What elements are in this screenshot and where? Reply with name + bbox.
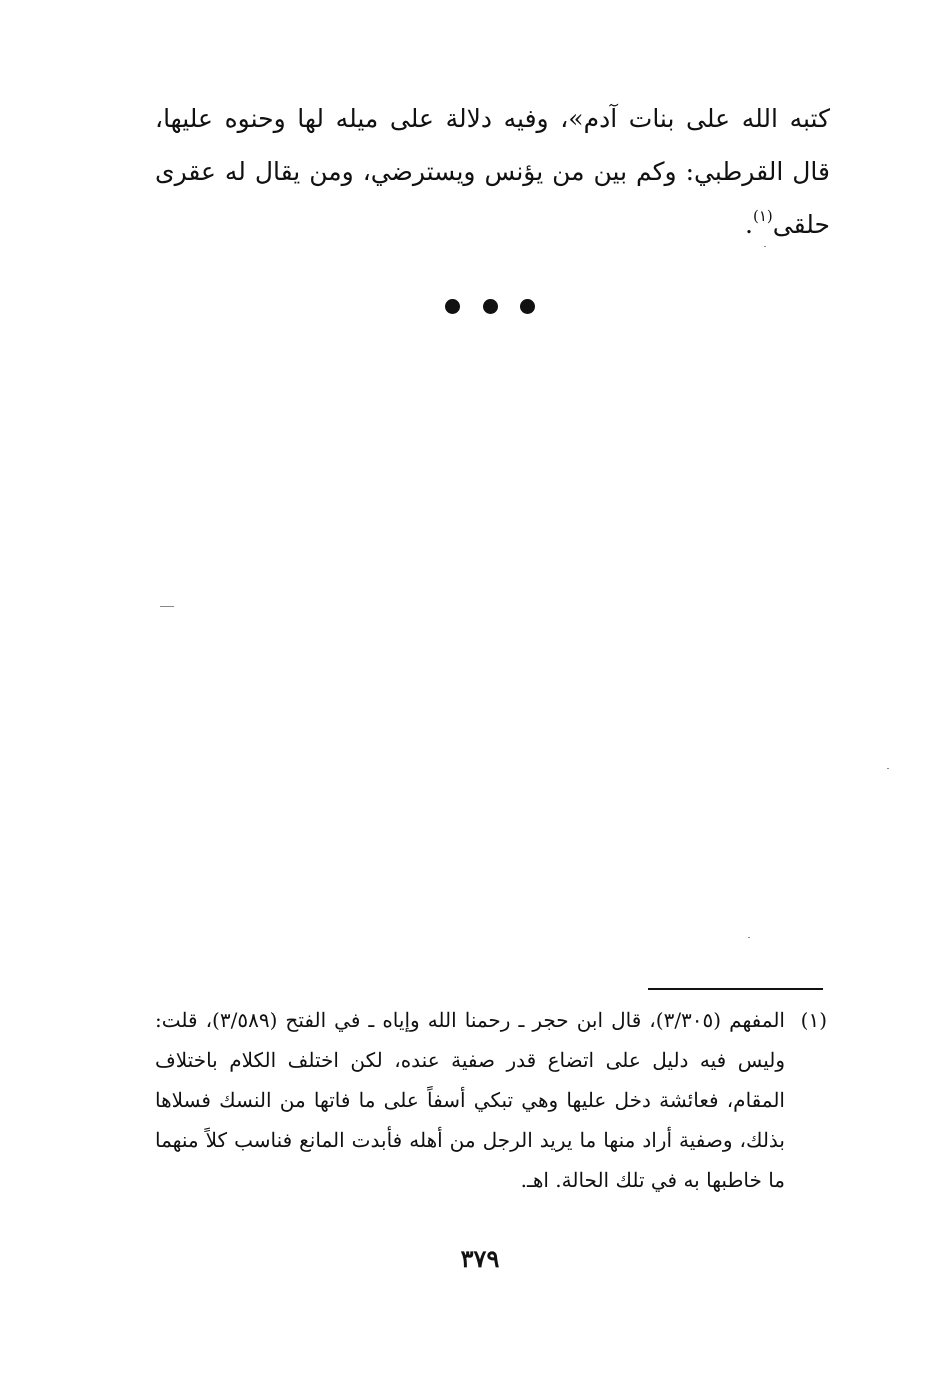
footnote-reference: (١) — [753, 207, 773, 225]
page-number: ٣٧٩ — [460, 1244, 500, 1273]
main-text-end-punctuation: . — [745, 210, 753, 239]
separator-dot — [483, 299, 498, 314]
section-separator — [445, 299, 535, 314]
separator-dot — [520, 299, 535, 314]
separator-dot — [445, 299, 460, 314]
main-paragraph-text — [155, 92, 830, 251]
scan-speck — [748, 937, 750, 938]
scan-speck — [160, 606, 174, 607]
footnote-divider — [648, 988, 823, 990]
footnote-item — [155, 1000, 827, 1200]
main-text: كتبه الله على بنات آدم»، وفيه دلالة على ميله لها وحنوه عليها، قال القرطبي: وكم بين من يؤنس ويسترضي، ومن يقال له عقرى حلقى — [155, 104, 830, 239]
main-paragraph — [155, 92, 830, 251]
footnotes — [155, 1000, 827, 1200]
footnote-marker: (١) — [800, 1008, 827, 1032]
scan-speck — [887, 768, 889, 769]
scan-speck — [764, 246, 766, 247]
footnote-text: المفهم (٣/٣٠٥)، قال ابن حجر ـ رحمنا الله وإياه ـ في الفتح (٣/٥٨٩)، قلت: وليس فيه دليل على اتضاع قدر صفية عنده، لكن اختلف الكلام باختلاف المقام، فعائشة دخل عليها وهي تبكي أسفاً على ما فاتها من النسك فسلاها بذلك، وصفية أراد منها ما يريد الرجل من أهله فأبدت المانع فناسب كلاً منهما ما خاطبها به في تلك الحالة. اهـ. — [155, 1008, 785, 1192]
